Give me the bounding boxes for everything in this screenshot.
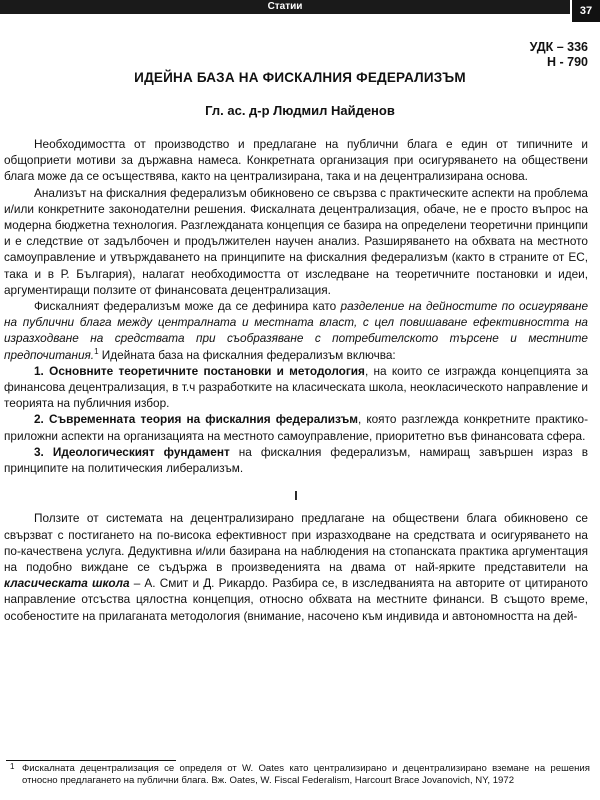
- list-item: [4, 411, 588, 443]
- list-item: [4, 444, 588, 476]
- definition-italic: разделение на дейностите по осигуряване на публични блага между централната и местната власт, с цел повишаване ефективността на изразходване на средствата при съобразяване с потребителското търсене и местните предпочитания.: [4, 299, 588, 362]
- footnote: [10, 762, 590, 786]
- list-number: 2.: [34, 412, 44, 427]
- author-name: Гл. ас. д-р Людмил Найденов: [205, 103, 395, 118]
- list-term: Основните теоретичните постановки и методология: [49, 363, 365, 378]
- list-item: [4, 363, 588, 412]
- paragraph-definition: [4, 298, 588, 363]
- text-run: Идейната база на фискалния федерализъм включва:: [98, 347, 396, 362]
- text-run: Фискалният федерализъм може да се дефинира като: [34, 299, 341, 314]
- list-text: , на които се изгражда концепцията за финансова децентрализация, в т.ч разработките на класическата школа, неокласическото направление и теорията на публичния избор.: [4, 363, 589, 411]
- running-header: Статии: [267, 1, 303, 12]
- footnote-text: Фискалната децентрализация се определя от W. Oates като централизирано и децентрализирано вземане на решения относно предлагането на публични блага. Вж. Oates, W. Fiscal Federalism, Harcourt Brace Jovanovich, NY, 1972: [22, 763, 590, 786]
- udk-code: [530, 40, 588, 70]
- text-run: – А. Смит и Д. Рикардо. Разбира се, в изследванията на авторите от цитираното направление отсъства цялостна концепция, относно обхвата на местните финанси. В същото време, особеностите на прилаганата методология (внимание, насочено към индивида и автономността на дей-: [4, 576, 588, 623]
- udk-line: УДК – 336: [529, 40, 588, 54]
- list-text: на фискалния федерализъм, намиращ завършен израз в принципите на политическия либерализъм.: [4, 444, 588, 476]
- list-number: 3.: [34, 444, 44, 459]
- emphasis-term: класическата школа: [4, 576, 130, 591]
- text-run: Ползите от системата на децентрализирано предлагане на обществени блага обикновено се свързват с постигането на по-висока ефективност при изразходване на средствата и осигуряването на по-качествена услуга. Дедуктивна и/или базирана на наблюдения на стопанската практика аргументация на подобно виждане се съдържа в произведенията на двама от най-ярките представители на: [4, 511, 588, 575]
- list-number: 1.: [34, 363, 44, 378]
- list-term: Идеологическият фундамент: [52, 444, 230, 459]
- article-title: ИДЕЙНА БАЗА НА ФИСКАЛНИЯ ФЕДЕРАЛИЗЪМ: [134, 70, 466, 85]
- footnote-divider: [6, 760, 176, 761]
- paragraph: Анализът на фискалния федерализъм обикновено се свързва с практическите аспекти на проблема и/или конкретните законодателни решения. Фискалната децентрализация, обаче, не е просто въпрос на модерна бюджетна технология. Разглежданата концепция се базира на определени теоретични принципи и е следствие от задълбочен и продължителен научен анализ. Разширяването на обхвата на местното самоуправление и утвърждаването на принципите на фискалния федерализъм (както в страните от ЕС, така и в Р. България), налагат необходимостта от изследване на теоретичните постановки и идеи, аргументиращи ползите от финансовата децентрализация.: [4, 185, 588, 297]
- list-text: , която разглежда конкретните практико-приложни аспекти на организацията на местното самоуправление, приоритетно във финансовата сфера.: [4, 412, 588, 443]
- list-term: Съвременната теория на фискалния федерализъм: [48, 412, 358, 427]
- paragraph: [4, 510, 588, 623]
- article-body: [4, 136, 588, 624]
- page-number: 37: [572, 0, 600, 22]
- footnote-ref: 1: [94, 346, 99, 356]
- paragraph: Необходимостта от производство и предлагане на публични блага е един от типичните и общоприети мотиви за държавна намеса. Конкретната организация при осигуряването на обществени блага може да се осъществява, както на централизирана, така и на децентрализирана основа.: [4, 137, 588, 184]
- udk-line: Н - 790: [547, 55, 588, 69]
- footnote-mark: 1: [10, 762, 15, 771]
- section-heading: I: [294, 489, 298, 504]
